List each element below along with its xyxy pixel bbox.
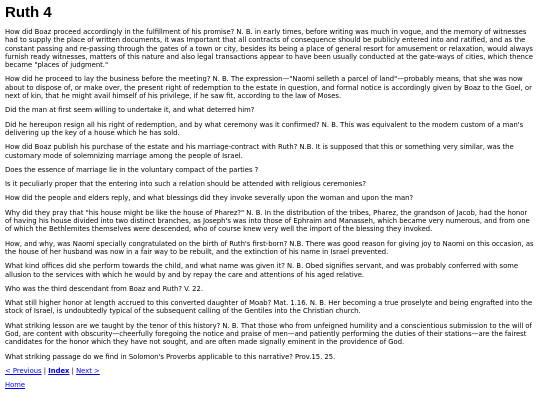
paragraph: How did Boaz publish his purchase of the estate and his marriage-contract with Ruth? N.B. It is supposed that this or something very similar, was the customary mode of solemnizing marriage among the people of Israel.: [5, 143, 514, 160]
paragraph: What still higher honor at length accrued to this converted daughter of Moab? Mat. 1.16. N. B. Her becoming a true proselyte and being engrafted into the stock of Israel, is undoubtedly typical of the subsequent calling of the Gentiles into the Christian church.: [5, 299, 533, 316]
paragraph: What kind offices did she perform towards the child, and what name was given it? N. B. Obed signifies servant, and was probably conferred with some allusion to the services with which he would by and by repay the care and attentions of his aged relative.: [5, 262, 519, 279]
previous-link[interactable]: < Previous: [5, 366, 42, 375]
paragraph: Does the essence of marriage lie in the voluntary compact of the parties ?: [5, 165, 259, 174]
next-link[interactable]: Next >: [76, 366, 100, 375]
paragraph: How, and why, was Naomi specially congratulated on the birth of Ruth's first-born? N.B. There was good reason for giving joy to Naomi on this occasion, as the house of her husband was now in a fair way to be rebuilt, and the extinction of his name in Israel prevented.: [5, 239, 534, 256]
paragraph: Why did they pray that "his house might be like the house of Pharez?" N. B. In the distribution of the tribes, Pharez, the grandson of Jacob, had the honor of having his house divided into two distinct branches, as Joseph's was into those of Ephraim and Manasseh, which became very numerous, and from one of which the Bethlemites themselves were descended, who of course knew very well the import of the blessing they invoked.: [5, 208, 530, 234]
index-link[interactable]: [48, 367, 69, 375]
paragraph: Did he hereupon resign all his right of redemption, and by what ceremony was it confirmed? N. B. This was equivalent to the modern custom of a man's delivering up the key of a house which he has sold.: [5, 120, 524, 137]
article-body: [5, 28, 535, 361]
nav-separator: |: [69, 366, 77, 375]
paragraph: Who was the third descendant from Boaz and Ruth? V. 22.: [5, 284, 203, 293]
nav-separator: |: [41, 366, 49, 375]
home-link[interactable]: Home: [5, 381, 26, 390]
paragraph: How did he proceed to lay the business before the meeting? N. B. The expression—"Naomi selleth a parcel of land"—probably means, that she was now about to dispose of, or make over, the present right of redemption to the estate in question, and formal notice is accordingly given by Boaz to the Goel, or next of kin, that he might avail himself of his privilege, if he saw fit, according to the law of Moses.: [5, 75, 532, 101]
paragraph: What striking lesson are we taught by the tenor of this history? N. B. That those who from unfeigned humility and a conscientious submission to the will of God, are content with obscurity—cheerfully foregoing the notice and praise of men—and patiently performing the duties of their stations—are the fairest candidates for the honor which they have not sought, and are often made signally eminent in the providence of God.: [5, 321, 532, 347]
index-link-label: Index: [48, 366, 70, 375]
paragraph: Is it peculiarly proper that the entering into such a relation should be attended with religious ceremonies?: [5, 180, 366, 189]
paragraph: How did the people and elders reply, and what blessings did they invoke severally upon the woman and upon the man?: [5, 194, 414, 203]
paragraph: How did Boaz proceed accordingly in the fulfillment of his promise? N. B. in early times, before writing was much in vogue, and the memory of witnesses had to supply the place of written documents, it was Important that all contracts of consequence should be publicly entered into and ratified, and as the constant passing and re-passing through the gates of a town or city, besides its being a place of general resort for amusement or relaxation, would always furnish ready witnesses, matters of this nature and also legal transactions appear to have been usually conducted at the gate-ways of cities, which thence became "places of judgment.": [5, 28, 533, 70]
paragraph: What striking passage do we find in Solomon's Proverbs applicable to this narrative? Prov.15. 25.: [5, 352, 336, 361]
home-nav: [5, 381, 535, 389]
page-title: Ruth 4: [5, 4, 52, 21]
pagination-nav: [5, 367, 535, 375]
paragraph: Did the man at first seem willing to undertake it, and what deterred him?: [5, 106, 255, 115]
